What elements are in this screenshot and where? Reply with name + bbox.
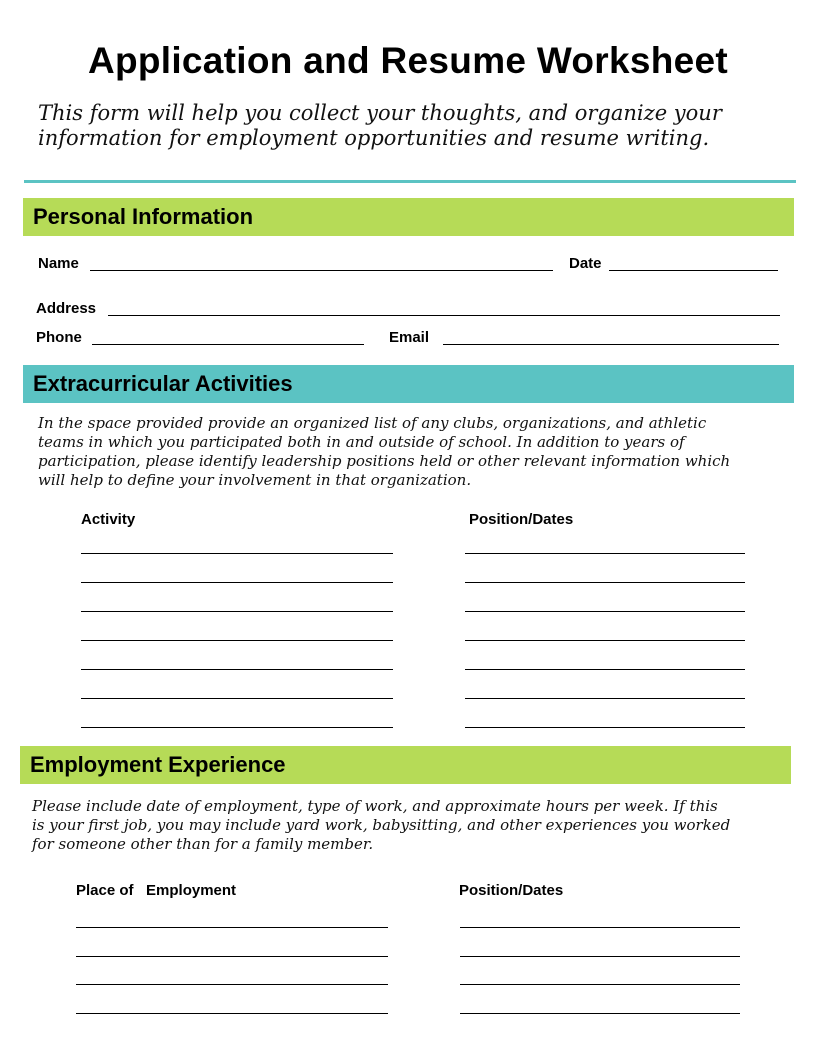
position-dates-entry-line[interactable]	[465, 640, 745, 641]
position-dates-entry-line[interactable]	[465, 698, 745, 699]
name-label: Name	[38, 255, 79, 272]
intro-line: information for employment opportunities and resume writing.	[38, 126, 710, 150]
description-line: In the space provided provide an organized list of any clubs, organizations, and athletic	[38, 414, 707, 432]
employment-place-entry-line[interactable]	[76, 1013, 388, 1014]
activity-entry-line[interactable]	[81, 582, 393, 583]
section-heading-employment: Employment Experience	[20, 746, 791, 784]
position-dates-entry-line[interactable]	[465, 669, 745, 670]
position-dates-entry-line[interactable]	[465, 553, 745, 554]
date-label: Date	[569, 255, 602, 272]
employment-position-dates-column-header: Position/Dates	[459, 882, 564, 899]
position-dates-entry-line[interactable]	[465, 582, 745, 583]
intro-text	[38, 101, 798, 151]
email-label: Email	[389, 329, 430, 346]
phone-field[interactable]	[92, 344, 364, 345]
date-field[interactable]	[609, 270, 778, 271]
address-field[interactable]	[108, 315, 780, 316]
section-heading-personal: Personal Information	[23, 198, 794, 236]
employment-description	[32, 797, 802, 854]
name-field[interactable]	[90, 270, 553, 271]
position-dates-entry-line[interactable]	[465, 611, 745, 612]
activity-entry-line[interactable]	[81, 553, 393, 554]
employment-position-dates-entry-line[interactable]	[460, 956, 740, 957]
activity-entry-line[interactable]	[81, 611, 393, 612]
place-of-employment-column-header: Place of Employment	[76, 882, 237, 899]
activity-column-header: Activity	[81, 511, 136, 528]
description-line: is your first job, you may include yard work, babysitting, and other experiences you worked	[32, 816, 731, 834]
description-line: for someone other than for a family member.	[32, 835, 374, 853]
employment-position-dates-entry-line[interactable]	[460, 984, 740, 985]
extracurricular-description	[38, 414, 798, 490]
employment-position-dates-entry-line[interactable]	[460, 1013, 740, 1014]
page-title: Application and Resume Worksheet	[87, 40, 729, 81]
activity-entry-line[interactable]	[81, 727, 393, 728]
position-dates-entry-line[interactable]	[465, 727, 745, 728]
divider	[24, 180, 796, 183]
email-field[interactable]	[443, 344, 779, 345]
activity-entry-line[interactable]	[81, 669, 393, 670]
employment-place-entry-line[interactable]	[76, 984, 388, 985]
phone-label: Phone	[36, 329, 82, 346]
employment-place-entry-line[interactable]	[76, 956, 388, 957]
employment-place-entry-line[interactable]	[76, 927, 388, 928]
address-label: Address	[36, 300, 97, 317]
employment-position-dates-entry-line[interactable]	[460, 927, 740, 928]
description-line: will help to define your involvement in that organization.	[38, 471, 472, 489]
description-line: teams in which you participated both in and outside of school. In addition to years of	[38, 433, 685, 451]
activity-entry-line[interactable]	[81, 640, 393, 641]
description-line: participation, please identify leadership positions held or other relevant information which	[38, 452, 731, 470]
activity-entry-line[interactable]	[81, 698, 393, 699]
position-dates-column-header: Position/Dates	[469, 511, 574, 528]
section-heading-extracurricular: Extracurricular Activities	[23, 365, 794, 403]
description-line: Please include date of employment, type of work, and approximate hours per week. If this	[32, 797, 718, 815]
intro-line: This form will help you collect your thoughts, and organize your	[38, 101, 722, 125]
